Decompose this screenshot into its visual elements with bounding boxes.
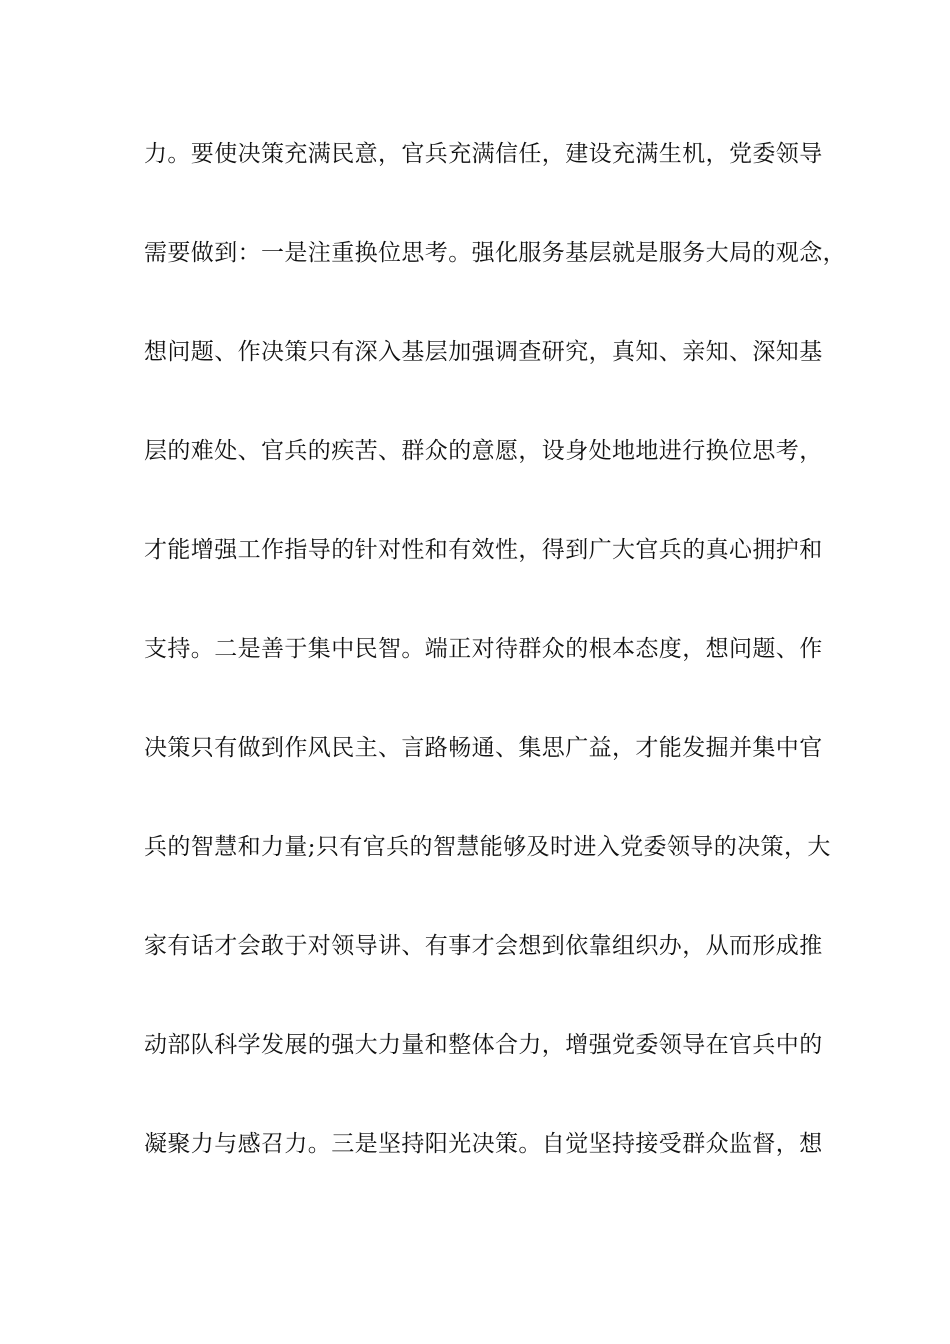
text-line: 才能增强工作指导的针对性和有效性，得到广大官兵的真心拥护和 bbox=[144, 537, 823, 563]
text-line: 想问题、作决策只有深入基层加强调查研究，真知、亲知、深知基 bbox=[144, 339, 823, 365]
text-line: 家有话才会敢于对领导讲、有事才会想到依靠组织办，从而形成推 bbox=[144, 933, 823, 959]
text-line: 凝聚力与感召力。三是坚持阳光决策。自觉坚持接受群众监督，想 bbox=[144, 1131, 823, 1157]
text-line: 决策只有做到作风民主、言路畅通、集思广益，才能发掘并集中官 bbox=[144, 735, 823, 761]
text-line: 动部队科学发展的强大力量和整体合力，增强党委领导在官兵中的 bbox=[144, 1032, 823, 1058]
text-line: 力。要使决策充满民意，官兵充满信任，建设充满生机，党委领导 bbox=[144, 141, 823, 167]
text-line: 层的难处、官兵的疾苦、群众的意愿，设身处地地进行换位思考， bbox=[144, 438, 823, 464]
text-line: 支持。二是善于集中民智。端正对待群众的根本态度，想问题、作 bbox=[144, 636, 823, 662]
body-text bbox=[144, 130, 844, 1219]
text-line: 需要做到：一是注重换位思考。强化服务基层就是服务大局的观念， bbox=[144, 240, 846, 266]
text-line: 兵的智慧和力量;只有官兵的智慧能够及时进入党委领导的决策，大 bbox=[144, 834, 831, 860]
